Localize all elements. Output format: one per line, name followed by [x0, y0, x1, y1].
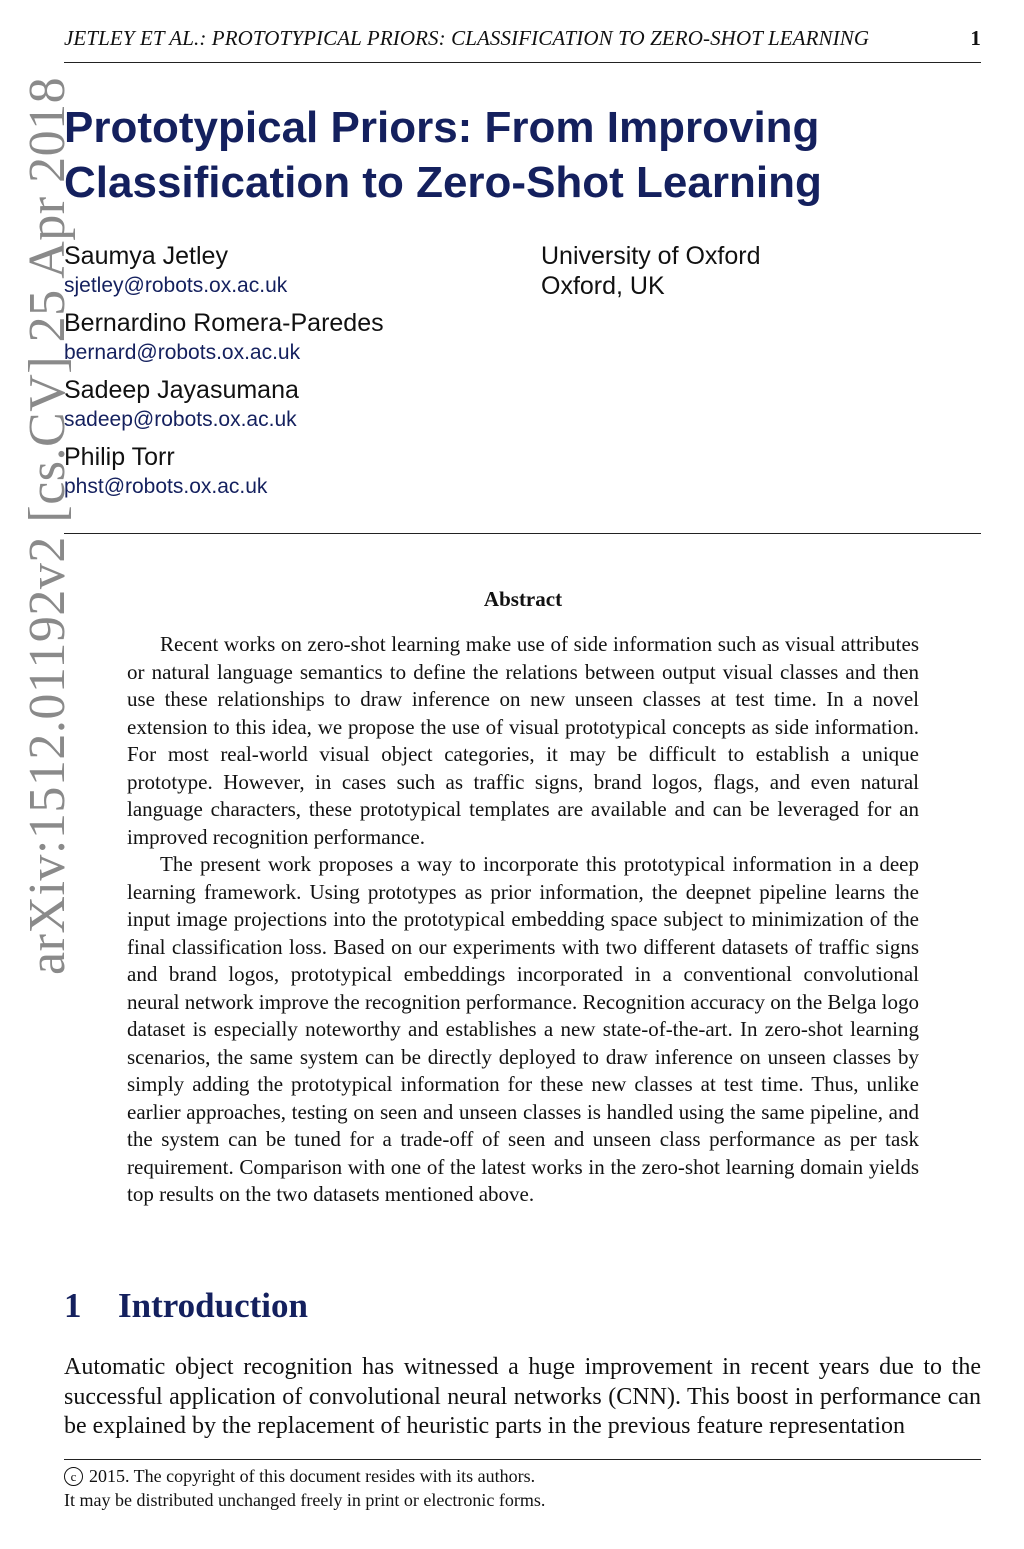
author-entry: [64, 241, 524, 300]
footnote-rule: [64, 1459, 981, 1460]
abstract-paragraph: Recent works on zero-shot learning make use of side information such as visual attributes or natural language semantics to define the relations between output visual classes and then use these relationships to draw inference on new unseen classes at test time. In a novel extension to this idea, we propose the use of visual prototypical concepts as side information. For most real-world visual object categories, it may be difficult to establish a unique prototype. However, in cases such as traffic signs, brand logos, flags, and even natural language characters, these prototypical templates are available and can be leveraged for an improved recognition performance.: [127, 632, 919, 849]
section-title: Introduction: [118, 1286, 308, 1325]
running-header: [64, 26, 981, 51]
title-line-2: Classification to Zero-Shot Learning: [64, 158, 822, 207]
title-line-1: Prototypical Priors: From Improving: [64, 103, 820, 152]
page-number: 1: [970, 26, 981, 50]
author-email-link[interactable]: sjetley@robots.ox.ac.uk: [64, 274, 288, 297]
footnote-line-1: 2015. The copyright of this document resides with its authors.: [89, 1466, 536, 1486]
copyright-icon: c: [64, 1467, 83, 1486]
abstract-paragraph: The present work proposes a way to incorporate this prototypical information in a deep learning framework. Using prototypes as prior information, the deepnet pipeline learns the input image projections into the prototypical embedding space subject to minimization of the final classification loss. Based on our experiments with two different datasets of traffic signs and brand logos, prototypical embeddings incorporated in a conventional convolutional neural network improve the recognition performance. Recognition accuracy on the Belga logo dataset is especially noteworthy and establishes a new state-of-the-art. In zero-shot learning scenarios, the same system can be directly deployed to draw inference on unseen classes by simply adding the prototypical information for these new classes at test time. Thus, unlike earlier approaches, testing on seen and unseen classes is handled using the same pipeline, and the system can be tuned for a trade-off of seen and unseen class performance as per task requirement. Comparison with one of the latest works in the zero-shot learning domain yields top results on the two datasets mentioned above.: [127, 852, 919, 1206]
paper-title: [64, 100, 964, 210]
arxiv-stamp: arXiv:1512.01192v2 [cs.CV] 25 Apr 2018: [19, 76, 76, 975]
section-heading: [64, 1284, 308, 1328]
author-name: Saumya Jetley: [64, 242, 228, 270]
introduction-paragraph: Automatic object recognition has witnessed a huge improvement in recent years due to the successful application of convolutional neural networks (CNN). This boost in performance can be explained by the replacement of heuristic parts in the previous feature representation: [64, 1354, 981, 1439]
affiliation-location: Oxford, UK: [541, 272, 665, 300]
section-number: 1: [64, 1286, 82, 1325]
running-title: JETLEY ET AL.: PROTOTYPICAL PRIORS: CLASSIFICATION TO ZERO-SHOT LEARNING: [64, 26, 870, 50]
author-entry: [64, 375, 524, 434]
abstract-body: [127, 631, 919, 1209]
affiliation: [541, 241, 761, 301]
author-email-link[interactable]: bernard@robots.ox.ac.uk: [64, 341, 301, 364]
title-rule: [64, 533, 981, 534]
copyright-footnote: [64, 1464, 981, 1512]
author-email-link[interactable]: phst@robots.ox.ac.uk: [64, 475, 268, 498]
footnote-line-2: It may be distributed unchanged freely in print or electronic forms.: [64, 1490, 546, 1510]
affiliation-institution: University of Oxford: [541, 242, 761, 270]
author-name: Philip Torr: [64, 443, 175, 471]
author-entry: [64, 442, 524, 501]
author-list: [64, 241, 524, 509]
author-entry: [64, 308, 524, 367]
author-email-link[interactable]: sadeep@robots.ox.ac.uk: [64, 408, 297, 431]
header-rule: [64, 62, 981, 63]
author-name: Bernardino Romera-Paredes: [64, 309, 384, 337]
abstract-heading: Abstract: [483, 587, 563, 611]
author-name: Sadeep Jayasumana: [64, 376, 299, 404]
